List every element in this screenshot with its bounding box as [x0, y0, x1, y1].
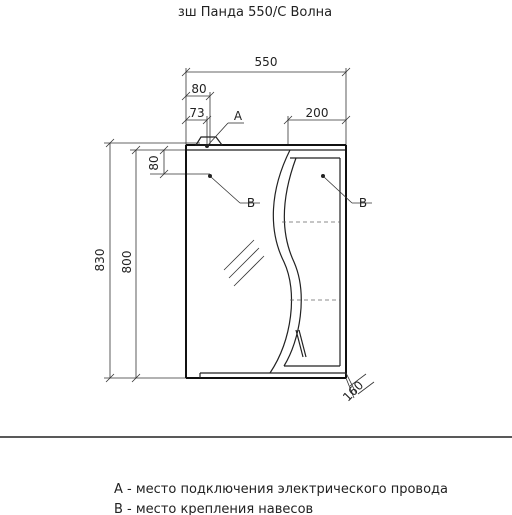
- dimension-height-830: [93, 139, 200, 382]
- dimension-80-label: 80: [191, 82, 207, 96]
- dimension-73-label: 73: [189, 106, 205, 120]
- cabinet-body: [186, 145, 346, 378]
- dimension-830-label: 830: [93, 248, 107, 272]
- dimension-200-label: 200: [305, 106, 329, 120]
- wavy-door: [270, 150, 340, 373]
- callout-b-left-label: В: [246, 196, 256, 210]
- legend-line-b: В - место крепления навесов: [114, 502, 314, 515]
- dimension-80-vertical: [147, 146, 210, 178]
- callout-a-label: А: [233, 109, 243, 123]
- drawing-title: зш Панда 550/С Волна: [177, 5, 333, 20]
- callout-a: [208, 109, 244, 145]
- dimension-height-800: [120, 146, 186, 382]
- mirror-reflection-marks: [224, 240, 264, 286]
- dimension-800-label: 800: [120, 250, 134, 274]
- electrical-box: [196, 137, 222, 148]
- dimension-200: [284, 106, 350, 145]
- callout-b-right-label: В: [358, 196, 368, 210]
- legend-line-a: А - место подключения электрического провода: [114, 482, 448, 497]
- dimension-80-vertical-label: 80: [147, 155, 161, 171]
- dimension-550-label: 550: [254, 55, 278, 69]
- dimension-160-label: 160: [340, 378, 367, 405]
- callout-b-left: [208, 174, 260, 210]
